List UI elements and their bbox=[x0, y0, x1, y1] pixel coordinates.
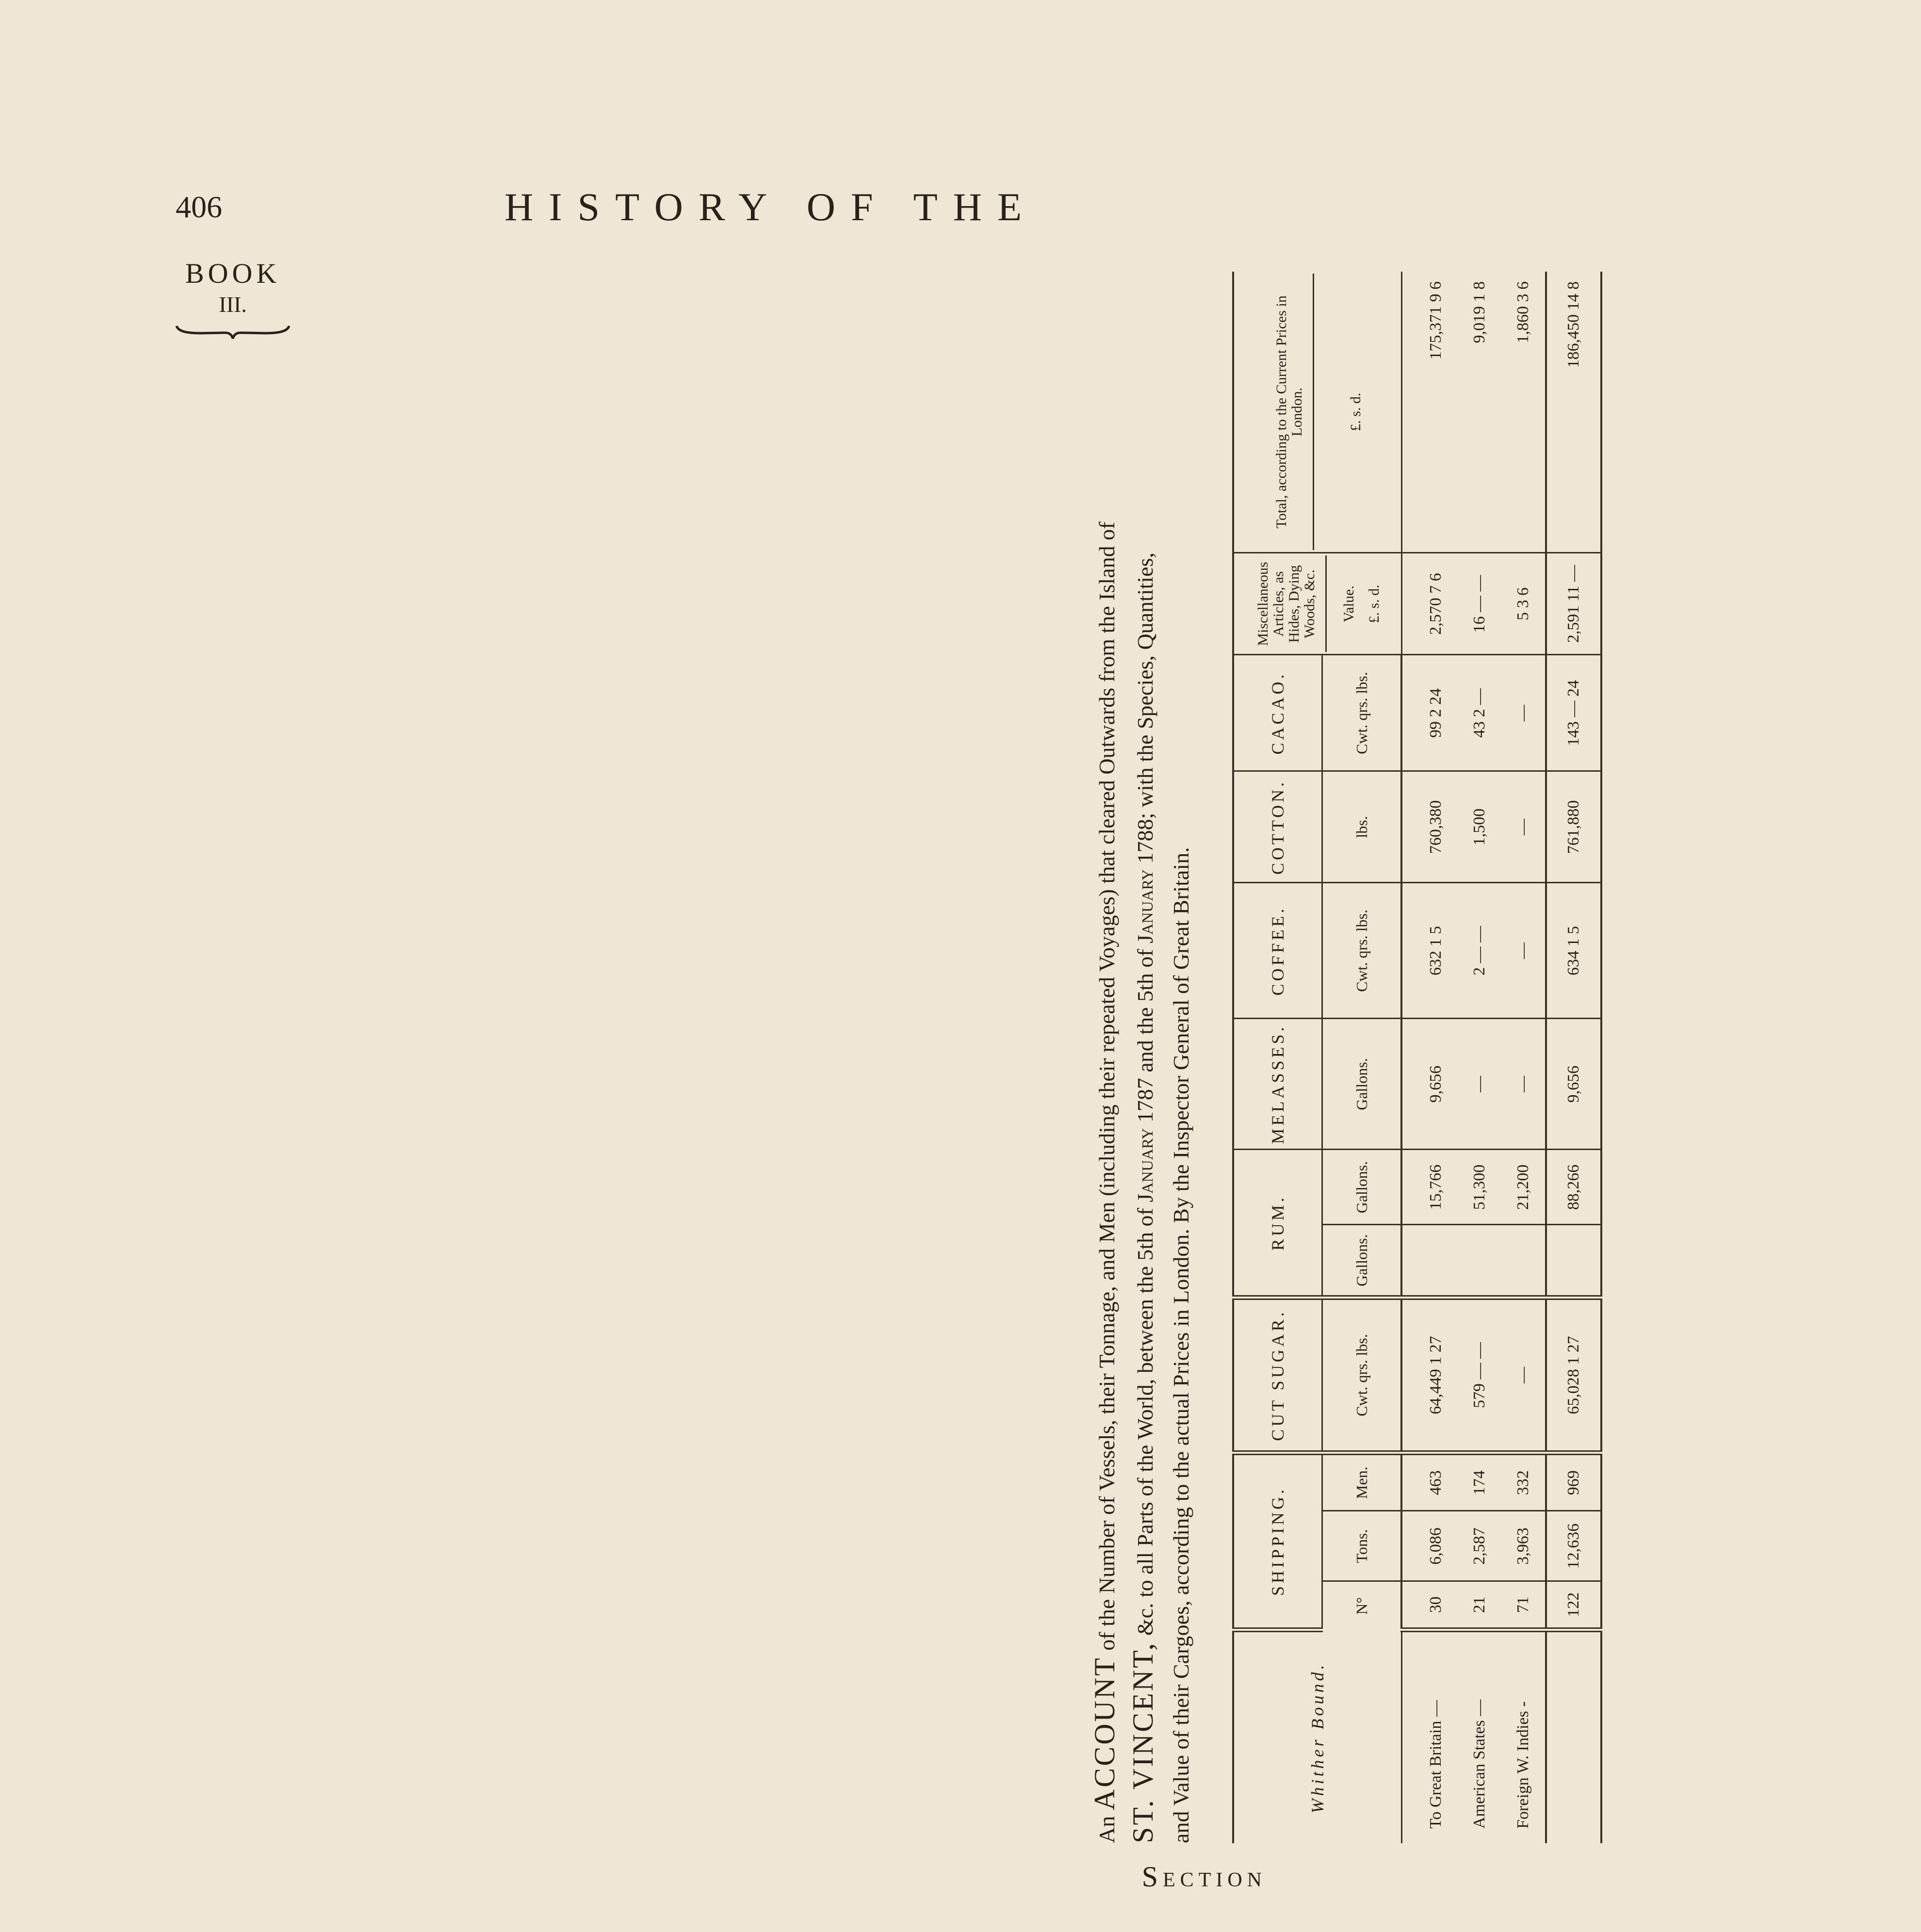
total-money-label: £. s. d. bbox=[1313, 274, 1364, 551]
book-number: III. bbox=[219, 292, 247, 317]
row-men: 332 bbox=[1501, 1453, 1546, 1511]
totals-row bbox=[1546, 272, 1601, 1843]
row-coffee: — bbox=[1501, 883, 1546, 1019]
subheader-coffee-units: Cwt. qrs. lbs. bbox=[1322, 883, 1402, 1019]
row-sugar: — bbox=[1501, 1298, 1546, 1453]
row-rum-1 bbox=[1501, 1225, 1546, 1298]
row-cotton: 1,500 bbox=[1458, 771, 1501, 883]
row-rum-1 bbox=[1458, 1225, 1501, 1298]
row-misc: 5 3 6 bbox=[1501, 553, 1546, 655]
row-sugar: 579 — — bbox=[1458, 1298, 1501, 1453]
subheader-tons: Tons. bbox=[1322, 1511, 1402, 1581]
row-place: American States — bbox=[1470, 1699, 1488, 1829]
table-row bbox=[1501, 272, 1546, 1843]
brace-ornament-icon bbox=[175, 322, 291, 340]
rotated-table-block bbox=[1087, 272, 1921, 1843]
subheader-melasses-gallons: Gallons. bbox=[1322, 1019, 1402, 1150]
subheader-sugar-units: Cwt. qrs. lbs. bbox=[1322, 1298, 1402, 1453]
subheader-no: N° bbox=[1322, 1581, 1402, 1630]
totals-number: 122 bbox=[1546, 1581, 1601, 1630]
row-total: 175,371 9 6 bbox=[1401, 272, 1458, 553]
page-number: 406 bbox=[176, 190, 222, 224]
totals-misc: 2,591 11 — bbox=[1546, 553, 1601, 655]
row-rum-2: 51,300 bbox=[1458, 1150, 1501, 1225]
col-header-cut-sugar: CUT SUGAR. bbox=[1233, 1298, 1322, 1453]
row-coffee: 632 1 5 bbox=[1401, 883, 1458, 1019]
row-number: 30 bbox=[1401, 1581, 1458, 1630]
row-total: 9,019 1 8 bbox=[1458, 272, 1501, 553]
row-cotton: — bbox=[1501, 771, 1546, 883]
caption-line-2: ST. VINCENT, &c. to all Parts of the World, between the 5th of January 1787 and the 5th of January 1788; with the Species, Quantities, bbox=[1127, 552, 1159, 1843]
catchword: Section bbox=[1141, 1861, 1267, 1893]
subheader-men: Men. bbox=[1322, 1453, 1402, 1511]
col-header-cacao: CACAO. bbox=[1233, 655, 1322, 771]
row-place: Foreign W. Indies - bbox=[1514, 1701, 1532, 1829]
col-header-rum: RUM. bbox=[1233, 1150, 1322, 1298]
col-header-melasses: MELASSES. bbox=[1233, 1019, 1322, 1150]
row-cacao: — bbox=[1501, 655, 1546, 771]
row-rum-1 bbox=[1401, 1225, 1458, 1298]
total-header-label: Total, according to the Current Prices in London. bbox=[1273, 295, 1305, 529]
row-melasses: — bbox=[1458, 1019, 1501, 1150]
totals-cacao: 143 — 24 bbox=[1546, 655, 1601, 771]
row-tons: 3,963 bbox=[1501, 1511, 1546, 1581]
misc-header-label: Miscellaneous Articles, as Hides, Dying Woods, &c. bbox=[1255, 562, 1318, 646]
row-cacao: 43 2 — bbox=[1458, 655, 1501, 771]
row-cotton: 760,380 bbox=[1401, 771, 1458, 883]
totals-men: 969 bbox=[1546, 1453, 1601, 1511]
row-number: 71 bbox=[1501, 1581, 1546, 1630]
running-head: HISTORY OF THE bbox=[505, 185, 1038, 229]
col-header-coffee: COFFEE. bbox=[1233, 883, 1322, 1019]
row-cacao: 99 2 24 bbox=[1401, 655, 1458, 771]
totals-cotton: 761,880 bbox=[1546, 771, 1601, 883]
subheader-rum-gallons: Gallons. bbox=[1322, 1225, 1402, 1298]
row-rum-2: 21,200 bbox=[1501, 1150, 1546, 1225]
row-misc: 16 — — bbox=[1458, 553, 1501, 655]
row-tons: 2,587 bbox=[1458, 1511, 1501, 1581]
caption-account: ACCOUNT bbox=[1089, 1656, 1121, 1811]
row-coffee: 2 — — bbox=[1458, 883, 1501, 1019]
totals-coffee: 634 1 5 bbox=[1546, 883, 1601, 1019]
totals-place bbox=[1546, 1630, 1601, 1843]
totals-sugar: 65,028 1 27 bbox=[1546, 1298, 1601, 1453]
book-label: BOOK bbox=[185, 258, 281, 289]
caption-island: ST. VINCENT, bbox=[1127, 1641, 1159, 1843]
subheader-rum-gallons-2: Gallons. bbox=[1322, 1150, 1402, 1225]
table-row bbox=[1458, 272, 1501, 1843]
row-melasses: — bbox=[1501, 1019, 1546, 1150]
col-header-total bbox=[1233, 272, 1401, 553]
col-header-whither: Whither Bound. bbox=[1233, 1630, 1401, 1843]
row-rum-2: 15,766 bbox=[1401, 1150, 1458, 1225]
row-men: 174 bbox=[1458, 1453, 1501, 1511]
col-header-misc bbox=[1233, 553, 1401, 655]
row-total: 1,860 3 6 bbox=[1501, 272, 1546, 553]
row-number: 21 bbox=[1458, 1581, 1501, 1630]
totals-tons: 12,636 bbox=[1546, 1511, 1601, 1581]
col-header-cotton: COTTON. bbox=[1233, 771, 1322, 883]
book-marker bbox=[170, 257, 296, 340]
row-sugar: 64,449 1 27 bbox=[1401, 1298, 1458, 1453]
row-melasses: 9,656 bbox=[1401, 1019, 1458, 1150]
cargo-account-table bbox=[1232, 272, 1602, 1843]
row-place: To Great Britain — bbox=[1426, 1700, 1445, 1829]
row-tons: 6,086 bbox=[1401, 1511, 1458, 1581]
caption-line-1: An ACCOUNT of the Number of Vessels, their Tonnage, and Men (including their repeated Voyages) that cleared Outwards from the Island of bbox=[1089, 521, 1121, 1843]
table-row bbox=[1401, 272, 1458, 1843]
row-misc: 2,570 7 6 bbox=[1401, 553, 1458, 655]
totals-rum-1 bbox=[1546, 1225, 1601, 1298]
totals-melasses: 9,656 bbox=[1546, 1019, 1601, 1150]
subheader-cotton-lbs: lbs. bbox=[1322, 771, 1402, 883]
totals-total: 186,450 14 8 bbox=[1546, 272, 1601, 553]
col-header-shipping: SHIPPING. bbox=[1233, 1453, 1322, 1630]
misc-money-label: £. s. d. bbox=[1366, 584, 1383, 623]
table-caption bbox=[1087, 272, 1199, 1843]
caption-line-3: and Value of their Cargoes, according to the actual Prices in London. By the Inspector General of Great Britain. bbox=[1169, 847, 1193, 1843]
misc-value-label: Value. bbox=[1325, 556, 1357, 652]
subheader-cacao-units: Cwt. qrs. lbs. bbox=[1322, 655, 1402, 771]
totals-rum-2: 88,266 bbox=[1546, 1150, 1601, 1225]
row-men: 463 bbox=[1401, 1453, 1458, 1511]
